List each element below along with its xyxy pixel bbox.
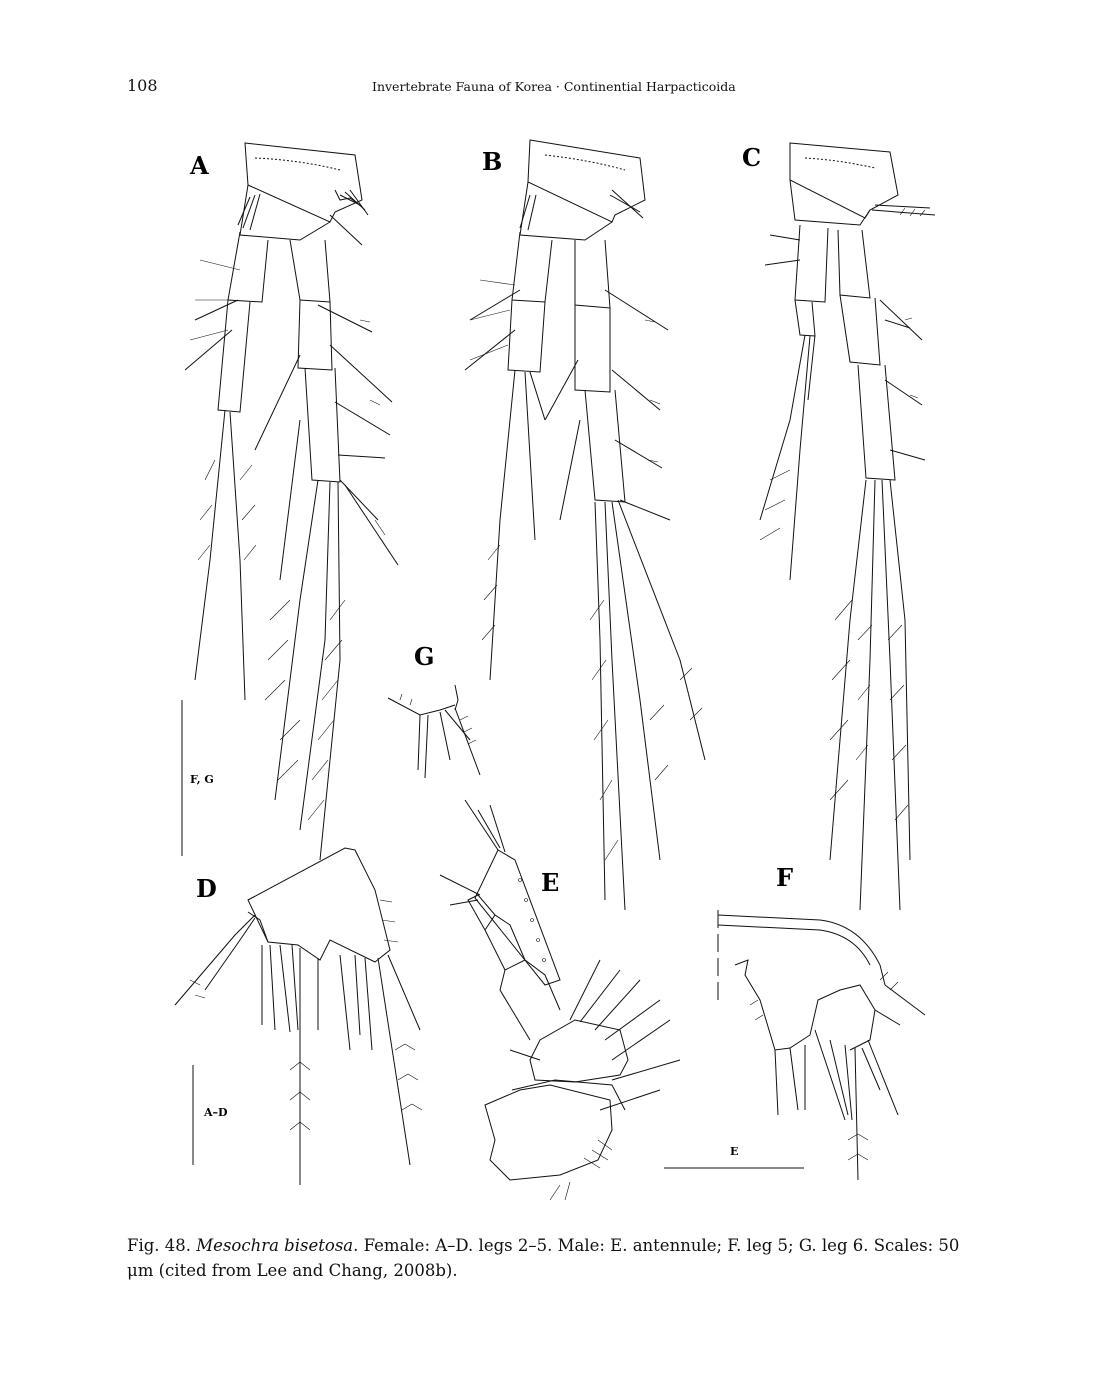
running-title: Invertebrate Fauna of Korea · Continential Harpacticoida bbox=[372, 79, 736, 94]
page-number: 108 bbox=[127, 76, 158, 95]
panel-label-b: B bbox=[482, 147, 503, 176]
panel-label-d: D bbox=[196, 874, 217, 903]
panel-label-e: E bbox=[541, 868, 560, 897]
figure-caption bbox=[127, 1233, 977, 1283]
scale-label-e: E bbox=[730, 1145, 739, 1158]
caption-text: . Female: A–D. legs 2–5. Male: E. antennule; F. leg 5; G. leg 6. Scales: 50 μm (cited from Lee and Chang, 2008b). bbox=[127, 1236, 960, 1280]
panel-label-g: G bbox=[414, 642, 435, 671]
scale-label-fg: F, G bbox=[190, 773, 214, 786]
panel-e-drawing bbox=[440, 800, 680, 1200]
caption-lead: Fig. 48. bbox=[127, 1236, 192, 1255]
panel-label-f: F bbox=[776, 863, 794, 892]
panel-label-c: C bbox=[742, 143, 762, 172]
panel-g-drawing bbox=[388, 685, 480, 778]
caption-species: Mesochra bisetosa bbox=[196, 1236, 354, 1255]
panel-c-drawing bbox=[760, 143, 935, 910]
panel-f-drawing bbox=[718, 910, 925, 1180]
panel-label-a: A bbox=[190, 151, 209, 180]
panel-b-drawing bbox=[465, 140, 705, 910]
scale-label-ad: A–D bbox=[204, 1106, 228, 1119]
panel-a-drawing bbox=[185, 143, 398, 860]
